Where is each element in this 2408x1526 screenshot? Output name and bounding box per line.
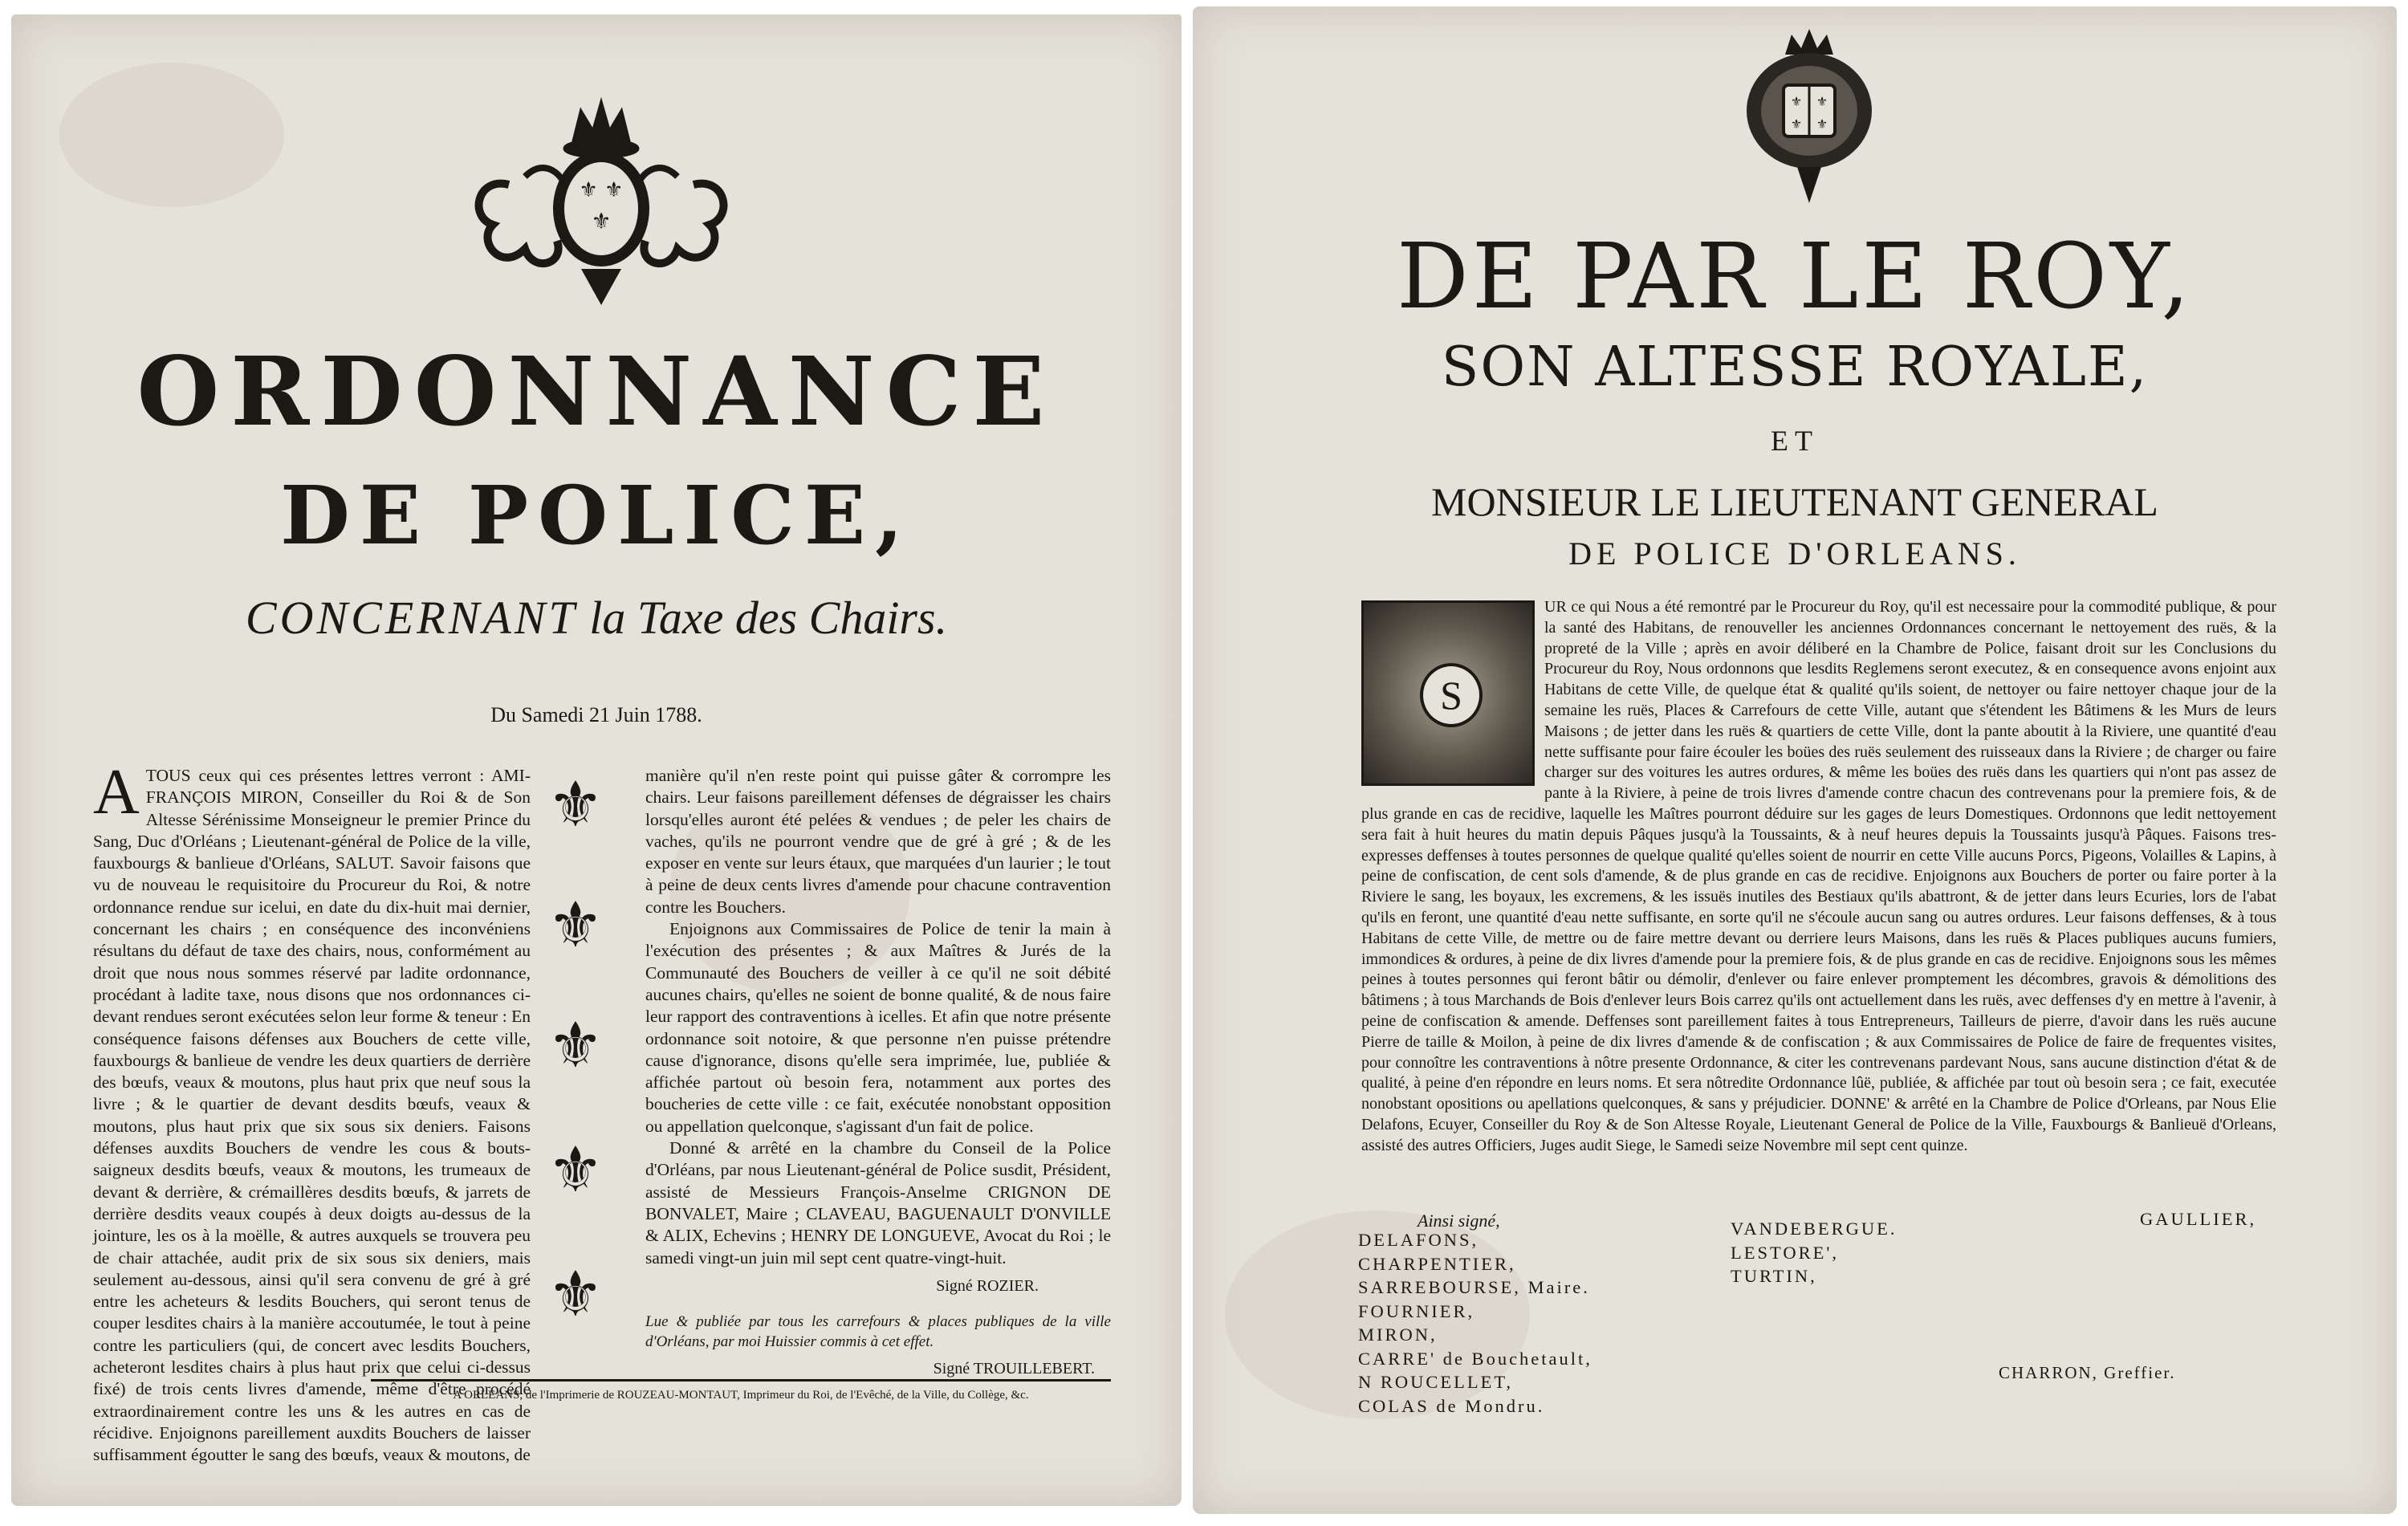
left-column-text — [93, 757, 531, 1467]
ainsi-signe: Ainsi signé, — [1418, 1211, 1500, 1231]
signatory-name: FOURNIER, — [1358, 1300, 1475, 1321]
signature-trouillebert: Signé TROUILLEBERT. — [933, 1360, 1095, 1378]
imprint-rule — [371, 1379, 1111, 1382]
signatory-name: SARREBOURSE, Maire. — [1358, 1277, 1590, 1297]
right-column-text — [645, 765, 1111, 1380]
left-poster — [11, 14, 1182, 1506]
signatory-name: CARRE' de Bouchetault, — [1358, 1348, 1592, 1369]
signatories-left — [1358, 1228, 1592, 1418]
svg-text:⚜: ⚜ — [1816, 94, 1828, 109]
signatory-right: GAULLIER, — [2140, 1209, 2257, 1229]
signatory-name: DELAFONS, — [1358, 1230, 1479, 1250]
paragraph: Donné & arrêté en la chambre du Conseil de la Police d'Orléans, par nous Lieutenant-général de Police susdit, Président, assisté de Messieurs François-Anselme CRIGNON DE BONVALET, Maire ; CLAVEAU, BAGUENAULT D'ONVILLE & ALIX, Echevins ; HENRY DE LONGUEVE, Avocat du Roi ; le samedi vingt-un juin mil sept cent quatre-vingt-huit. — [645, 1138, 1111, 1268]
svg-text:⚜: ⚜ — [1816, 116, 1828, 132]
fleur-de-lis-icon: ⚜ — [547, 1259, 604, 1331]
poster-title-ordonnance: ORDONNANCE — [136, 336, 1056, 447]
publication-note: Lue & publiée par tous les carrefours & places publiques de la ville d'Orléans, par moi Huissier commis à cet effet. — [645, 1313, 1111, 1351]
signatories-middle — [1731, 1217, 1897, 1288]
fleur-de-lis-icon: ⚜ — [547, 1134, 604, 1207]
svg-text:⚜: ⚜ — [591, 208, 612, 234]
signatory-name: MIRON, — [1358, 1325, 1438, 1345]
signatory-name: COLAS de Mondru. — [1358, 1395, 1545, 1416]
poster-subtitle — [11, 591, 1182, 645]
ordinance-body — [1361, 597, 2276, 1157]
signatory-name: TURTIN, — [1731, 1266, 1817, 1286]
svg-text:⚜ ⚜: ⚜ ⚜ — [579, 178, 624, 202]
signatory-name: VANDEBERGUE. — [1731, 1219, 1898, 1239]
greffier-signature: CHARRON, Greffier. — [1999, 1363, 2176, 1382]
paper-stain — [59, 63, 284, 207]
poster-title-de-police: DE POLICE, — [280, 468, 913, 563]
subtitle-concernant: CONCERNANT — [245, 592, 578, 644]
signature-rozier: Signé ROZIER. — [936, 1276, 1039, 1295]
royal-title: DE PAR LE ROY, — [1396, 225, 2194, 329]
signatory-name: CHARPENTIER, — [1358, 1253, 1516, 1274]
royal-arms-crest-icon — [461, 88, 742, 313]
left-column-body: TOUS ceux qui ces présentes lettres verront : AMI-FRANÇOIS MIRON, Conseiller du Roi & de Son Altesse Sérénissime Monseigneur le premier Prince du Sang, Duc d'Orléans ; Lieutenant-général de Police de la ville, fauxbourgs & banlieue d'Orléans, SALUT. Savoir faisons que vu de nouveau le requisitoire du Procureur du Roi, & notre ordonnance rendue sur icelui, en date du dix-huit mai dernier, concernant les chairs ; en conséquence des inconvéniens résultans du défaut de taxe des chairs, nous, conformément au droit que nous nous sommes réservé par ladite ordonnance, procédant à ladite taxe, nous disons que nos ordonnances ci-devant rendues seront exécutées selon leur forme & teneur : En conséquence faisons défenses aux Bouchers de cette ville, fauxbourgs & banlieue de vendre les deux quartiers de derrière des bœufs, veaux & moutons, plus haut prix que neuf sous la livre ; & le quartier de devant desdits bœufs, veaux & moutons, plus haut prix que six sous six deniers. Faisons défenses auxdits Bouchers de vendre les cous & bouts-saigneux desdits bœufs, veaux & moutons, les trumeaux de devant & derrière, & crémaillères desdits bœufs, & jarrets de derrière desdits veaux coupés à deux doigts au-dessus de la jointure, les os à la moëlle, & autres auxquels se trouvera peu de chair attachée, audit prix de six sous six deniers, mais seulement au-dessous, ainsi qu'il sera convenu de gré à gré entre les acheteurs & lesdits Bouchers, qui seront tenus de couper lesdites chairs à la manière accoutumée, le tout à peine contre les particuliers (qui, de concert avec lesdits Bouchers, acheteront lesdites chairs à plus haut prix que celui ci-dessus fixé) de trois cents livres d'amende, même d'être procédé extraordinairement contre les uns & les autres en cas de récidive. Enjoignons pareillement auxdits Bouchers de laisser suffisamment égoutter le sang des bœufs, veaux & moutons, de — [93, 766, 531, 1465]
fleur-de-lis-column — [547, 769, 612, 1331]
lieutenant-general-title: MONSIEUR LE LIEUTENANT GENERAL — [1431, 479, 2158, 524]
altesse-royale-title: SON ALTESSE ROYALE, — [1441, 336, 2149, 399]
paragraph: manière qu'il n'en reste point qui puisse gâter & corrompre les chairs. Leur faisons pareillement défenses de dégraisser les chairs lorsqu'elles auront été pelées & vendues ; de peler les chairs de vaches, qu'ils ne pourront vendre que de gré à gré ; & de les exposer en vente sur leurs étaux, que marquées d'un laurier ; le tout à peine de deux cents livres d'amende pour chacune contravention contre les Bouchers. — [645, 766, 1111, 917]
subtitle-rest: la Taxe des Chairs. — [589, 592, 948, 644]
svg-text:⚜: ⚜ — [1790, 94, 1803, 109]
drop-cap: S — [1420, 663, 1483, 727]
drop-cap: A — [93, 757, 140, 828]
fleur-de-lis-icon: ⚜ — [547, 769, 604, 841]
imprint: A ORLEANS, de l'Imprimerie de ROUZEAU-MONTAUT, Imprimeur du Roi, de l'Evêché, de la Ville, du Collège, &c. — [453, 1389, 1029, 1402]
ordonnance-date: Du Samedi 21 Juin 1788. — [490, 703, 702, 726]
svg-text:⚜: ⚜ — [1790, 116, 1803, 132]
paragraph: Enjoignons aux Commissaires de Police de tenir la main à l'exécution des présentes ; & aux Maîtres & Jurés de la Communauté des Bouchers de veiller à ce qu'il ne soit débité aucunes chairs, qu'elles ne soient de bonne qualité, & de nous faire leur rapport des contraventions à icelles. Et afin que notre présente ordonnance soit notoire, & que personne n'en puisse prétendre cause d'ignorance, disons qu'elle sera imprimée, lue, publiée & affichée partout où besoin fera, notamment aux portes des boucheries de cette ville : ce fait, exécutée nonobstant opposition ou appellation quelconque, s'agissant d'un fait de police. — [645, 919, 1111, 1136]
ordinance-text: UR ce qui Nous a été remontré par le Procureur du Roy, qu'il est necessaire pour la commodité publique, & pour la santé des Habitans, de renouveller les anciennes Ordonnances concernant le nettoyement des ruës, & la propreté de la Ville ; après en avoir déliberé en la Chambre de Police, faisant droit sur les Conclusions du Procureur du Roy, Nous ordonnons que lesdits Reglemens seront executez, & en consequence avons enjoint aux Habitans de cette Ville, de quelque état & qualité qu'ils soient, de nettoyer ou faire nettoyer chaque jour de la semaine les ruës, Places & Carrefours de cette Ville, autant que s'étendent les Bâtimens & les Murs de leurs Maisons ; de jetter dans les ruës & quartiers de cette Ville, dont la pante aboutit à la Riviere, une quantité d'eau nette suffisante pour faire écouler les boües des ruës seulement des ruisseaux dans la Riviere ; de charger ou faire charger sur des voitures les autres ordures, & même les boües des ruës dans les quartiers qui n'ont pas assez de pante à la Riviere, à peine de trois livres d'amende contre chacun des contrevenans pour la premiere fois, & de plus grande en cas de recidive, laquelle les Maîtres pourront déduire sur les gages de leurs Domestiques. Ordonnons que ledit nettoyement sera fait à huit heures du matin depuis Pâques jusqu'à la Toussaints, & à neuf heures depuis la Toussaints jusqu'à Pâques. Faisons tres-expresses deffenses à toutes personnes de quelque qualité qu'elles soient de nourrir en cette Ville aucuns Porcs, Pigeons, Volailles & Lapins, à peine de confiscation, de cent sols d'amende, & de plus grande en cas de recidive. Enjoignons aux Bouchers de porter ou faire porter à la Riviere le sang, les boyaux, les excremens, & les issuës inutiles des Bestiaux qu'ils abattront, & de jetter dans leurs Ecuries, lors de l'abat qu'ils en feront, une quantité d'eau nette suffisante, en sorte qu'il ne s'écoule aucun sang ou autres ordures. Leur faisons deffenses, & à tous Habitans de cette Ville, de mettre ou de faire mettre devant ou derriere leurs Maisons, dans les ruës & Places publiques aucuns fumiers, immondices & ordures, à peine de dix livres d'amende pour la premiere fois, & de plus grande en cas de recidive. Enjoignons sous les mêmes peines à toutes personnes qui feront bâtir ou démolir, d'enlever ou faire enlever promptement les décombres, gravois & démolitions des bâtimens ; à tous Marchands de Bois d'enlever leurs Bois carrez qu'ils ont actuellement dans les ruës, avec deffenses d'y en mettre à l'avenir, à peine de confiscation & amende. Deffenses sont pareillement faites à tous Entrepreneurs, Tailleurs de pierre, d'avoir dans les ruës aucune Pierre de taille & Moilon, à peine de dix livres d'amende & de confiscation ; & aux Commissaires de Police de faire de frequentes visites, pour connoître les contraventions à nôtre presente Ordonnance, & citer les contrevenans pardevant Nous, sans aucune distinction d'état & de qualité, à peine d'en répondre en leurs noms. Et sera nôtredite Ordonnance lûë, publiée, & affichée par tout où besoin sera ; ce fait, executée nonobstant opositions ou apellations quelconques, & sans y préjudicier. DONNE' & arrêté en la Chambre de Police d'Orleans, par Nous Elie Delafons, Ecuyer, Conseiller du Roy & de Son Altesse Royale, Lieutenant General de Police de la Ville, Fauxbourgs & Banlieuë d'Orleans, assisté des autres Officiers, Juges audit Siege, le Samedi seize Novembre mil sept cent quinze. — [1361, 598, 2276, 1154]
signatory-name: N ROUCELLET, — [1358, 1372, 1514, 1392]
fleur-de-lis-icon: ⚜ — [547, 1010, 604, 1082]
initial-spacer — [1361, 597, 1544, 786]
et-line: ET — [1771, 425, 1819, 457]
royal-arms-stamp-icon — [1737, 22, 1881, 207]
fleur-de-lis-icon: ⚜ — [547, 889, 604, 962]
police-orleans-title: DE POLICE D'ORLEANS. — [1568, 535, 2021, 572]
signatory-name: LESTORE', — [1731, 1242, 1840, 1263]
right-poster — [1193, 6, 2397, 1514]
